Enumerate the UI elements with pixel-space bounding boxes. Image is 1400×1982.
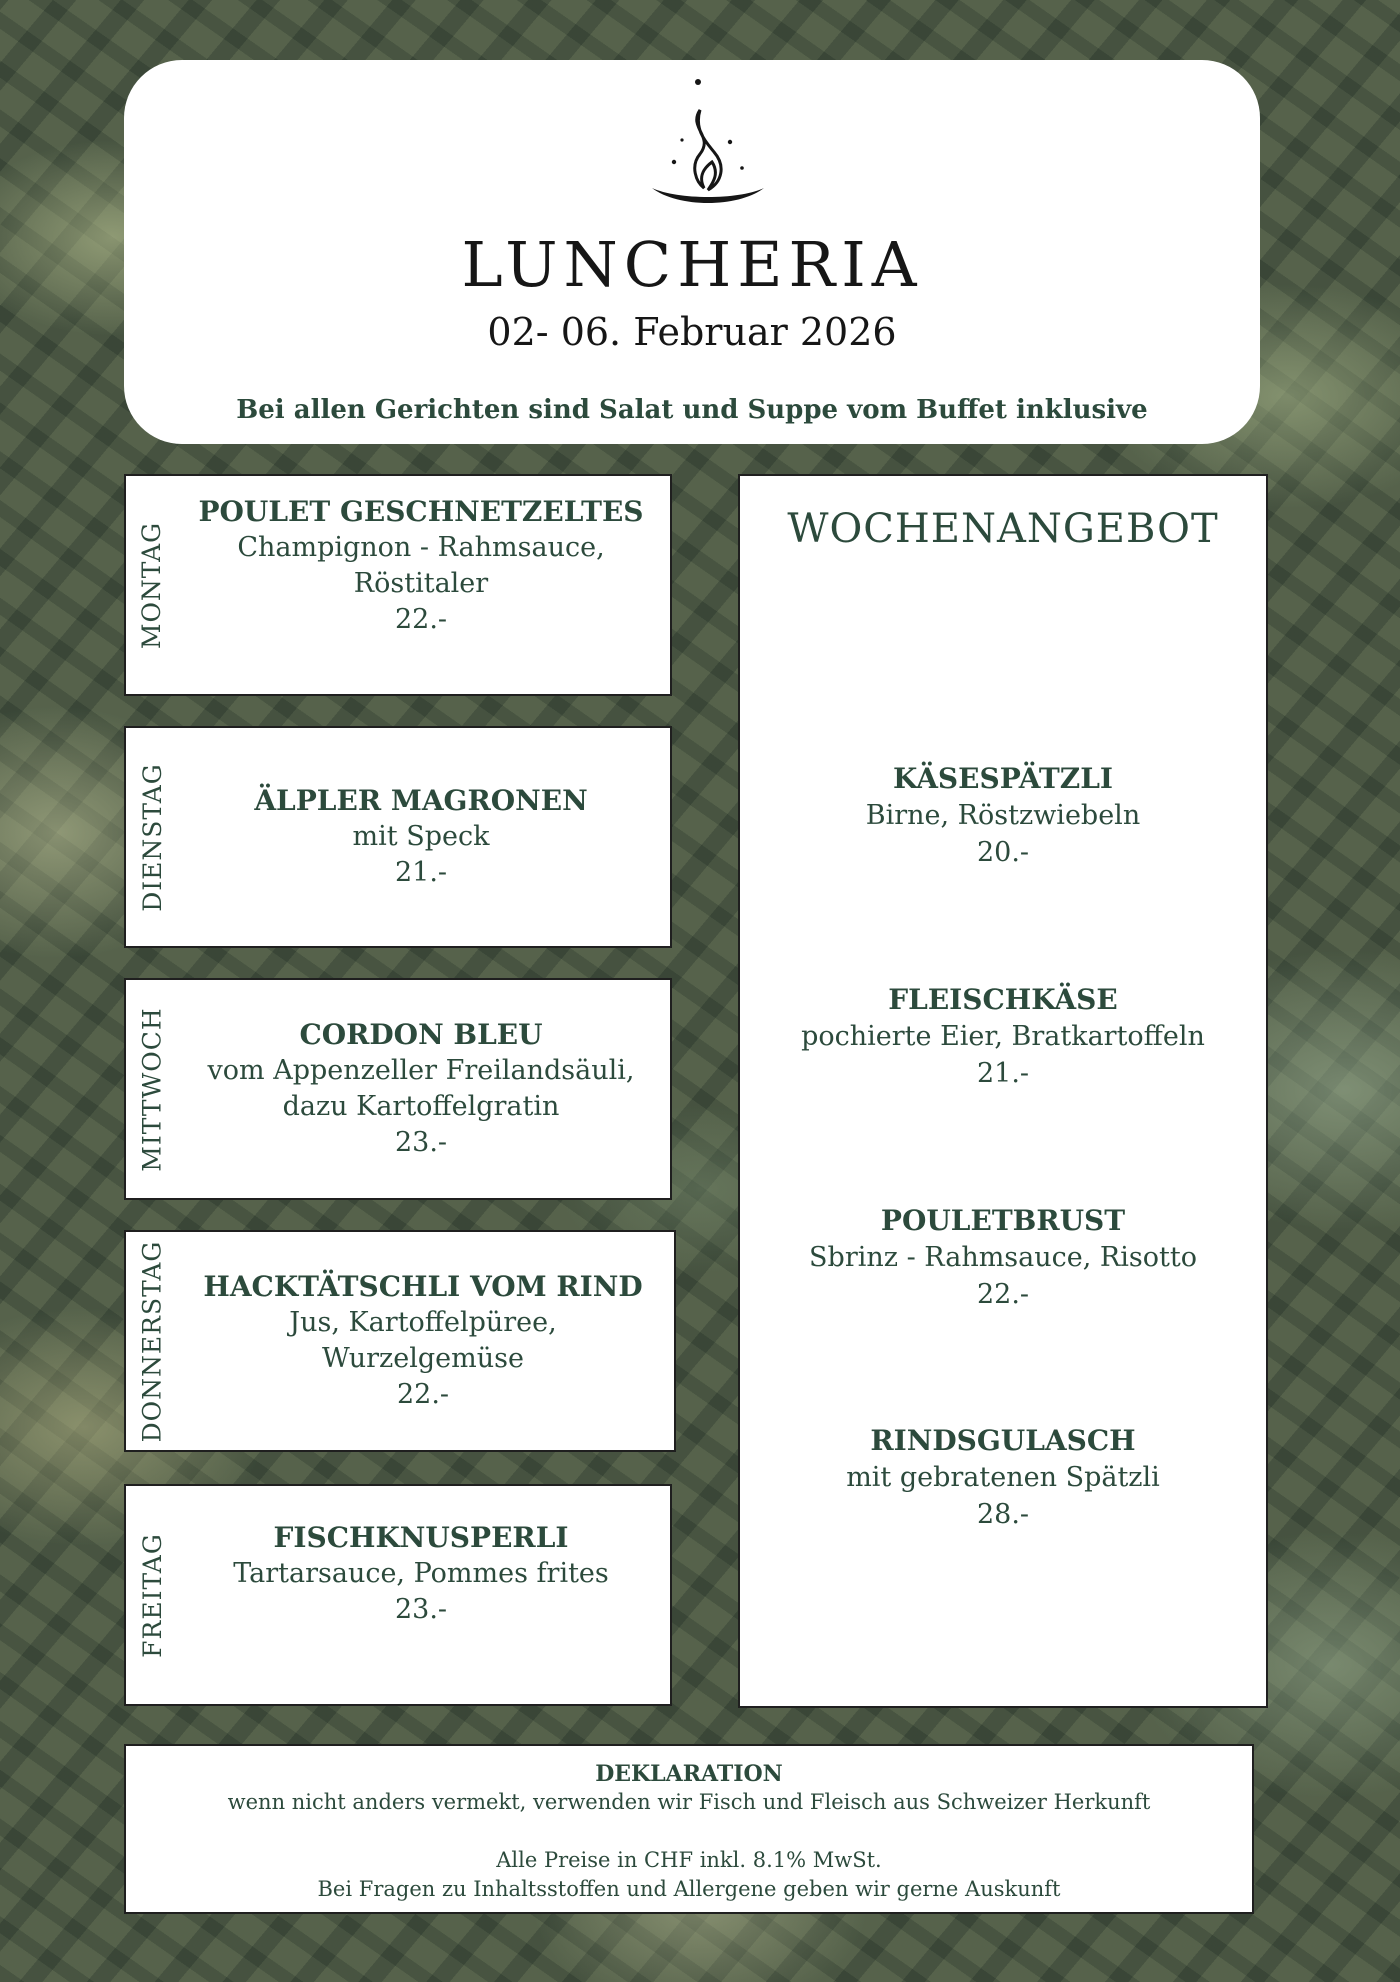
menu-dates: 02- 06. Februar 2026 — [487, 310, 897, 354]
weekly-offer-title: WOCHENANGEBOT — [787, 506, 1219, 552]
dish-price: 22.- — [394, 604, 448, 635]
day-label: MONTAG — [137, 521, 167, 649]
dish-description: vom Appenzeller Freilandsäuli, — [207, 1055, 635, 1086]
dish-price: 28.- — [976, 1499, 1030, 1530]
weekly-offer-panel — [738, 474, 1268, 1708]
day-menu-friday — [124, 1484, 672, 1706]
dish-price: 23.- — [394, 1594, 448, 1625]
dish-name: CORDON BLEU — [299, 1018, 543, 1051]
dish-description: Jus, Kartoffelpüree, — [289, 1307, 557, 1338]
dish-name: RINDSGULASCH — [870, 1424, 1136, 1457]
dish-description: Tartarsauce, Pommes frites — [233, 1558, 609, 1589]
dish-description: mit gebratenen Spätzli — [846, 1462, 1160, 1493]
dish-name: HACKTÄTSCHLI VOM RIND — [203, 1270, 643, 1303]
declaration-allergen-note: Bei Fragen zu Inhaltsstoffen und Allergene geben wir gerne Auskunft — [317, 1877, 1061, 1901]
header-card — [124, 60, 1260, 444]
day-label: FREITAG — [137, 1532, 167, 1658]
dish-description: dazu Kartoffelgratin — [282, 1091, 560, 1122]
dish-description: Champignon - Rahmsauce, — [237, 532, 605, 563]
day-menu-wednesday — [124, 978, 672, 1200]
day-label: MITTWOCH — [137, 1006, 167, 1172]
dish-name: FISCHKNUSPERLI — [273, 1521, 569, 1554]
day-menu-thursday — [124, 1230, 676, 1452]
dish-name: ÄLPLER MAGRONEN — [254, 784, 588, 817]
dish-price: 21.- — [976, 1058, 1030, 1089]
dish-price: 21.- — [394, 857, 448, 888]
declaration-title: DEKLARATION — [595, 1761, 783, 1787]
dish-description: Birne, Röstzwiebeln — [865, 800, 1141, 831]
dish-description: Sbrinz - Rahmsauce, Risotto — [809, 1242, 1197, 1273]
weekly-item — [740, 760, 1266, 871]
declaration-box — [124, 1744, 1254, 1914]
dish-name: POULET GESCHNETZELTES — [198, 495, 644, 528]
weekly-item — [740, 981, 1266, 1092]
day-menu-monday — [124, 474, 672, 696]
weekly-item — [740, 1202, 1266, 1313]
included-note: Bei allen Gerichten sind Salat und Suppe vom Buffet inklusive — [236, 395, 1148, 425]
dish-price: 22.- — [976, 1279, 1030, 1310]
dish-description: mit Speck — [352, 821, 490, 852]
dish-name: KÄSESPÄTZLI — [893, 762, 1113, 795]
brand-name: LUNCHERIA — [461, 228, 923, 301]
day-menu-tuesday — [124, 726, 672, 948]
dish-description: Röstitaler — [353, 568, 489, 599]
dish-price: 20.- — [976, 837, 1030, 868]
dish-price: 22.- — [396, 1379, 450, 1410]
dish-name: FLEISCHKÄSE — [888, 983, 1118, 1016]
dish-description: Wurzelgemüse — [322, 1343, 524, 1374]
flame-bowl-icon — [638, 70, 788, 220]
day-label: DIENSTAG — [137, 762, 167, 912]
dish-price: 23.- — [394, 1127, 448, 1158]
dish-name: POULETBRUST — [880, 1204, 1126, 1237]
weekly-item — [740, 1422, 1266, 1533]
declaration-price-note: Alle Preise in CHF inkl. 8.1% MwSt. — [496, 1848, 882, 1872]
declaration-origin-note: wenn nicht anders vermekt, verwenden wir Fisch und Fleisch aus Schweizer Herkunft — [227, 1790, 1151, 1814]
day-label: DONNERSTAG — [137, 1240, 167, 1442]
dish-description: pochierte Eier, Bratkartoffeln — [801, 1021, 1205, 1052]
